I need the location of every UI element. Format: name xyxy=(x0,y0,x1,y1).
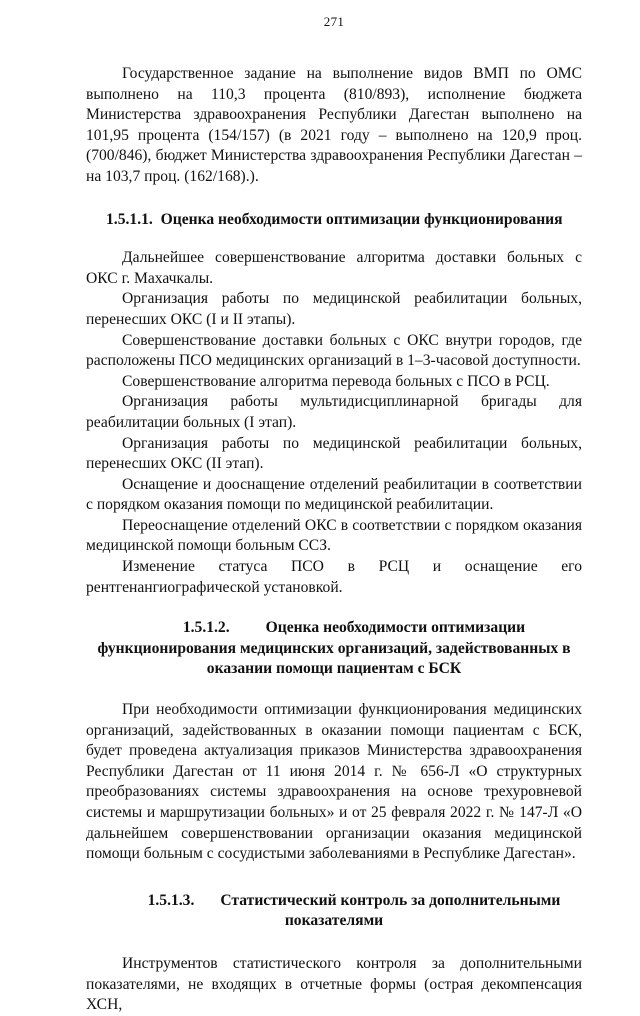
section-number: 1.5.1.2. xyxy=(182,619,230,637)
list-item: Организация работы по медицинской реабилитации больных, перенесших ОКС (II этап). xyxy=(86,434,582,473)
section-2-paragraph: При необходимости оптимизации функционирования медицинских организаций, задействованных в оказании помощи пациентам с БСК, будет проведена актуализация приказов Министерства здравоохранения Республики Дагестан от 11 июня 2014 г. № 656-Л «О структурных преобразованиях системы здравоохранения на основе трехуровневой системы и маршрутизации больных» и от 25 февраля 2022 г. № 147-Л «О дальнейшем совершенствовании организации оказания медицинской помощи больным с сосудистыми заболеваниями в Республике Дагестан». xyxy=(86,701,582,863)
section-heading-1-5-1-3 xyxy=(86,891,582,932)
section-title-line: показателями xyxy=(284,912,384,930)
intro-paragraph: Государственное задание на выполнение видов ВМП по ОМС выполнено на 110,3 процента (810/893), исполнение бюджета Министерства здравоохранения Республики Дагестан выполнено на 101,95 процента (154/157) (в 2021 году – выполнено на 120,9 проц. (700/846), бюджет Министерства здравоохранения Республики Дагестан – на 103,7 проц. (162/168).). xyxy=(86,65,582,185)
section-1-items xyxy=(86,248,582,598)
section-title-line: Статистический контроль за дополнительными xyxy=(220,891,561,909)
section-3-paragraph: Инструментов статистического контроля за дополнительными показателями, не входящих в отчетные формы (острая декомпенсация ХСН, xyxy=(86,954,582,1014)
section-title: Оценка необходимости оптимизации функционирования xyxy=(160,210,563,228)
list-item: Организация работы по медицинской реабилитации больных, перенесших ОКС (I и II этапы). xyxy=(86,290,582,328)
section-title-line: Оценка необходимости оптимизации xyxy=(265,619,526,637)
section-number: 1.5.1.3. xyxy=(147,891,195,909)
list-item: Изменение статуса ПСО в РСЦ и оснащение его рентгенангиографической установкой. xyxy=(86,558,582,596)
section-title-line: функционирования медицинских организаций, задействованных в xyxy=(97,639,571,657)
section-heading-1-5-1-1 xyxy=(106,210,582,231)
section-heading-1-5-1-2 xyxy=(86,618,582,680)
page-number: 271 xyxy=(323,14,345,29)
list-item: Совершенствование алгоритма перевода больных с ПСО в РСЦ. xyxy=(122,372,550,390)
list-item: Оснащение и дооснащение отделений реабилитации в соответствии с порядком оказания помощи по медицинской реабилитации. xyxy=(86,475,582,514)
section-title-line: оказании помощи пациентам с БСК xyxy=(206,660,462,678)
list-item: Организация работы мультидисциплинарной бригады для реабилитации больных (I этап). xyxy=(86,393,582,431)
list-item: Совершенствование доставки больных с ОКС внутри городов, где расположены ПСО медицинских организаций в 1–3-часовой доступности. xyxy=(86,331,582,370)
list-item: Переоснащение отделений ОКС в соответствии с порядком оказания медицинской помощи больным ССЗ. xyxy=(86,516,582,555)
section-number: 1.5.1.1. xyxy=(106,210,153,228)
list-item: Дальнейшее совершенствование алгоритма доставки больных с ОКС г. Махачкалы. xyxy=(86,249,582,287)
